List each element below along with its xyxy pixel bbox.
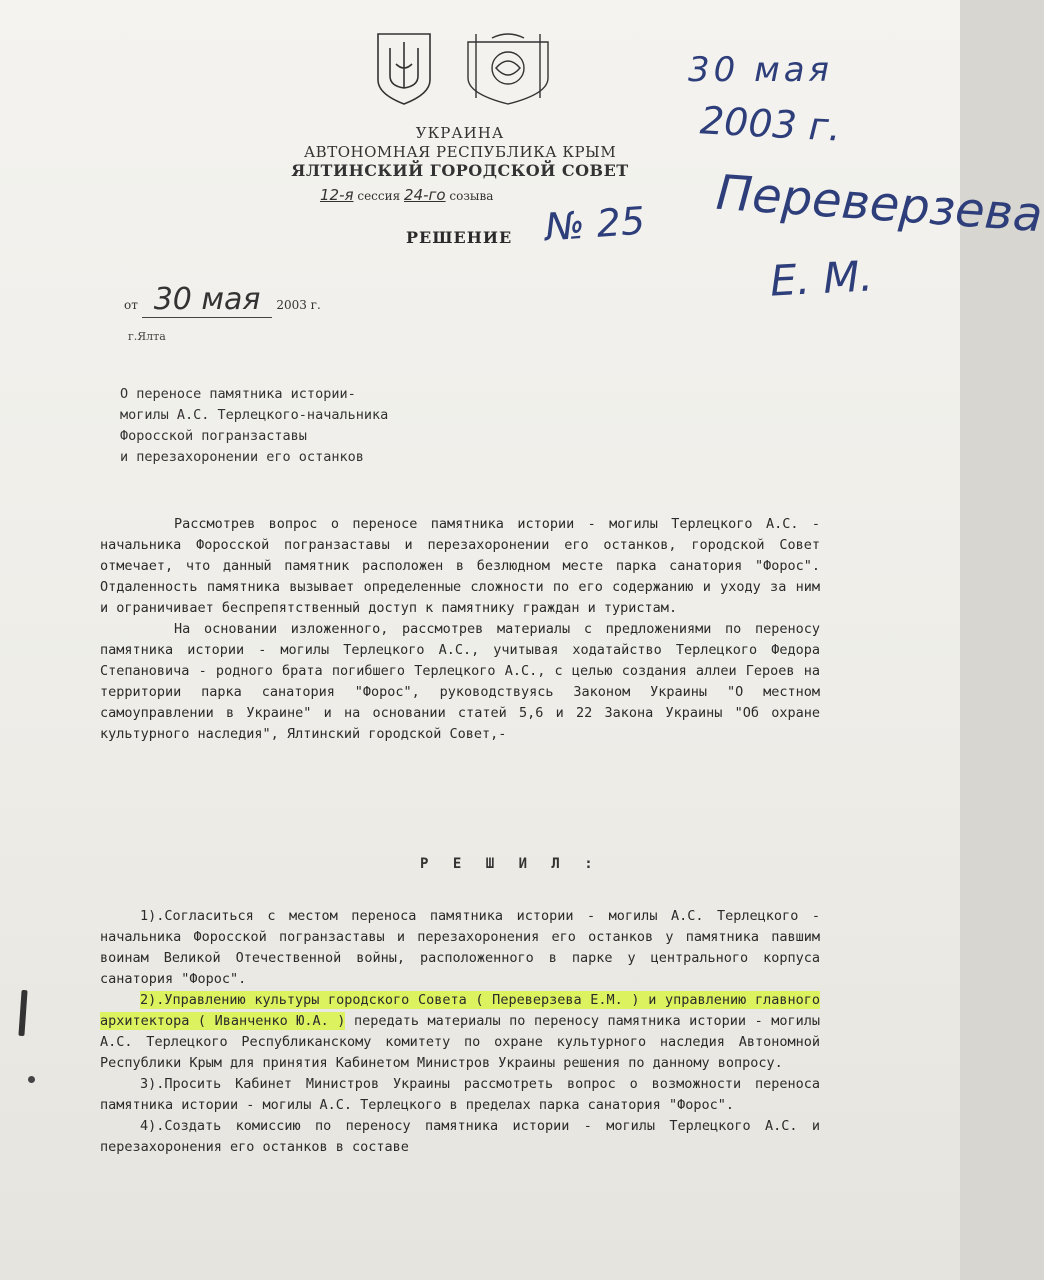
preamble-paragraph-1: Рассмотрев вопрос о переносе памятника истории - могилы Терлецкого А.С. - начальника Форосской погранзаставы и перезахоронении его останков, городской Совет отмечает, что данный памятник расположен в безлюдном месте парка санатория "Форос". Отдаленность памятника вызывает определенные сложности по его содержанию и уходу за ним и ограничивает беспрепятственный доступ к памятнику граждан и туристам. — [100, 516, 820, 616]
resolved-label: Р Е Ш И Л : — [420, 856, 601, 872]
decision-title: РЕШЕНИЕ — [406, 228, 513, 247]
convocation-number: 24-го — [404, 186, 446, 204]
handwritten-date-line1: 30 мая — [688, 50, 834, 90]
emblems — [372, 28, 562, 108]
handwritten-name-line1: Переверзева — [714, 164, 1044, 244]
preamble-paragraph-2: На основании изложенного, рассмотрев материалы с предложениями по переносу памятника истории - могилы Терлецкого А.С., учитывая ходатайство Терлецкого Федора Степановича - родного брата погибшего Терлецкого А.С., с целью создания аллеи Героев на территории парка санатория "Форос", руководствуясь Законом Украины "О местном самоуправлении в Украине" и на основании статей 5,6 и 22 Закона Украины "Об охране культурного наследия", Ялтинский городской Совет,- — [100, 621, 820, 742]
document-header — [250, 124, 670, 180]
preamble — [100, 514, 820, 745]
margin-pen-mark — [18, 990, 27, 1036]
trident-emblem-icon — [378, 34, 430, 104]
date-year: 2003 г. — [276, 298, 321, 312]
margin-dot — [28, 1076, 35, 1083]
date-handwritten: 30 мая — [142, 282, 273, 318]
decision-item-3: 3).Просить Кабинет Министров Украины рассмотреть вопрос о возможности переноса памятника истории - могилы А.С. Терлецкого в пределах парка санатория "Форос". — [100, 1076, 820, 1113]
decision-item-2 — [100, 990, 820, 1074]
subject-line: Форосской погранзаставы — [120, 428, 307, 444]
crimea-emblem-icon — [468, 34, 548, 104]
session-word: сессия — [357, 189, 401, 203]
city-name: г.Ялта — [128, 330, 166, 343]
convocation-word: созыва — [449, 189, 494, 203]
session-line — [320, 186, 493, 204]
decision-subject — [120, 384, 388, 468]
decision-date — [124, 282, 321, 317]
date-prefix: от — [124, 298, 138, 312]
subject-line: и перезахоронении его останков — [120, 449, 364, 465]
handwritten-date-line2: 2003 г. — [698, 98, 842, 150]
subject-line: О переносе памятника истории- — [120, 386, 356, 402]
item-2-rest: передать материалы по переносу памятника истории - могилы А.С. Терлецкого Республиканскому комитету по охране культурного наследия Автономной Республики Крым для принятия Кабинетом Министров Украины решения по данному вопросу. — [100, 1013, 820, 1071]
decision-item-1: 1).Согласиться с местом переноса памятника истории - могилы А.С. Терлецкого - начальника Форосской погранзаставы и перезахоронения его останков у памятника павшим воинам Великой Отечественной войны, расположенного в парке у центрального корпуса санатория "Форос". — [100, 908, 820, 987]
highlighted-text: 2).Управлению культуры городского Совета ( Переверзева Е.М. ) и управлению главного архитектора ( Иванченко Ю.А. ) — [100, 992, 820, 1029]
council-name: ЯЛТИНСКИЙ ГОРОДСКОЙ СОВЕТ — [291, 161, 629, 180]
session-number: 12-я — [320, 186, 354, 204]
decision-number: № 25 — [543, 198, 647, 250]
decision-items — [100, 906, 820, 1158]
decision-item-4: 4).Создать комиссию по переносу памятника истории - могилы Терлецкого А.С. и перезахоронения его останков в составе — [100, 1118, 820, 1155]
subject-line: могилы А.С. Терлецкого-начальника — [120, 407, 389, 423]
country-name: УКРАИНА — [415, 124, 505, 142]
handwritten-name-line2: Е. М. — [768, 251, 875, 306]
republic-name: АВТОНОМНАЯ РЕСПУБЛИКА КРЫМ — [303, 143, 617, 161]
